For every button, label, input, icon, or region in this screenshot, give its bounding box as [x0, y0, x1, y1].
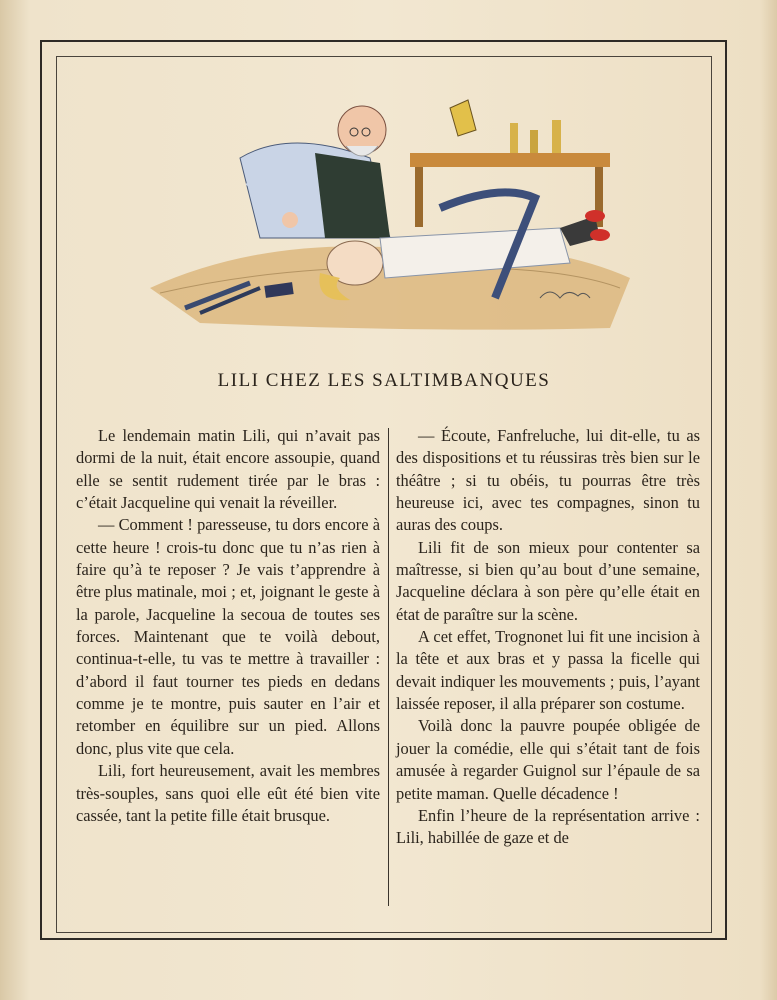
paragraph: Voilà donc la pauvre poupée obligée de jouer la comédie, elle qui s’était tant de fois amusée à regarder Guignol sur l’épaule de sa petite maman. Quelle décadence ! — [396, 716, 700, 803]
paragraph: Lili, fort heureusement, avait les membres très-souples, sans quoi elle eût été bien vite cassée, tant la petite fille était brusque. — [76, 761, 380, 825]
paragraph: — Écoute, Fanfreluche, lui dit-elle, tu as des dispositions et tu réussiras très bien sur le théâtre ; si tu obéis, tu pourras être très heureuse ici, avec tes compagnes, sinon tu auras des coups. — [396, 426, 700, 535]
paragraph: Le lendemain matin Lili, qui n’avait pas dormi de la nuit, était encore assoupie, quand elle se sentit rudement tirée par le bras : c’était Jacqueline qui venait la réveiller. — [76, 426, 380, 513]
paragraph: Enfin l’heure de la représentation arrive : Lili, habillée de gaze et de — [396, 805, 700, 848]
chapter-title: LILI CHEZ LES SALTIMBANQUES — [217, 370, 551, 391]
right-column — [396, 425, 700, 850]
paragraph: — Comment ! paresseuse, tu dors encore à cette heure ! crois-tu donc que tu n’as rien à faire qu’à te reposer ? Je vais t’apprendre à être plus matinale, moi ; et, joignant le geste à la parole, Jacqueline la secoua de toutes ses forces. Maintenant que te voilà debout, continua-t-elle, tu vas te mettre à travailler : d’abord il faut tourner tes pieds en dedans comme je te montre, puis sauter en l’air et retomber en équilibre sur un pied. Allons donc, plus vite que cela. — [76, 515, 380, 758]
workshop-illustration — [140, 88, 640, 338]
left-column — [76, 425, 380, 827]
column-divider — [388, 428, 389, 906]
paragraph: Lili fit de son mieux pour contenter sa maîtresse, si bien qu’au bout d’une semaine, Jacqueline déclara à son père qu’elle était en état de paraître sur la scène. — [396, 537, 700, 624]
paragraph: A cet effet, Trognonet lui fit une incision à la tête et aux bras et y passa la ficelle qui devait indiquer les mouvements ; puis, l’ayant laissée reposer, il alla préparer son costume. — [396, 627, 700, 714]
